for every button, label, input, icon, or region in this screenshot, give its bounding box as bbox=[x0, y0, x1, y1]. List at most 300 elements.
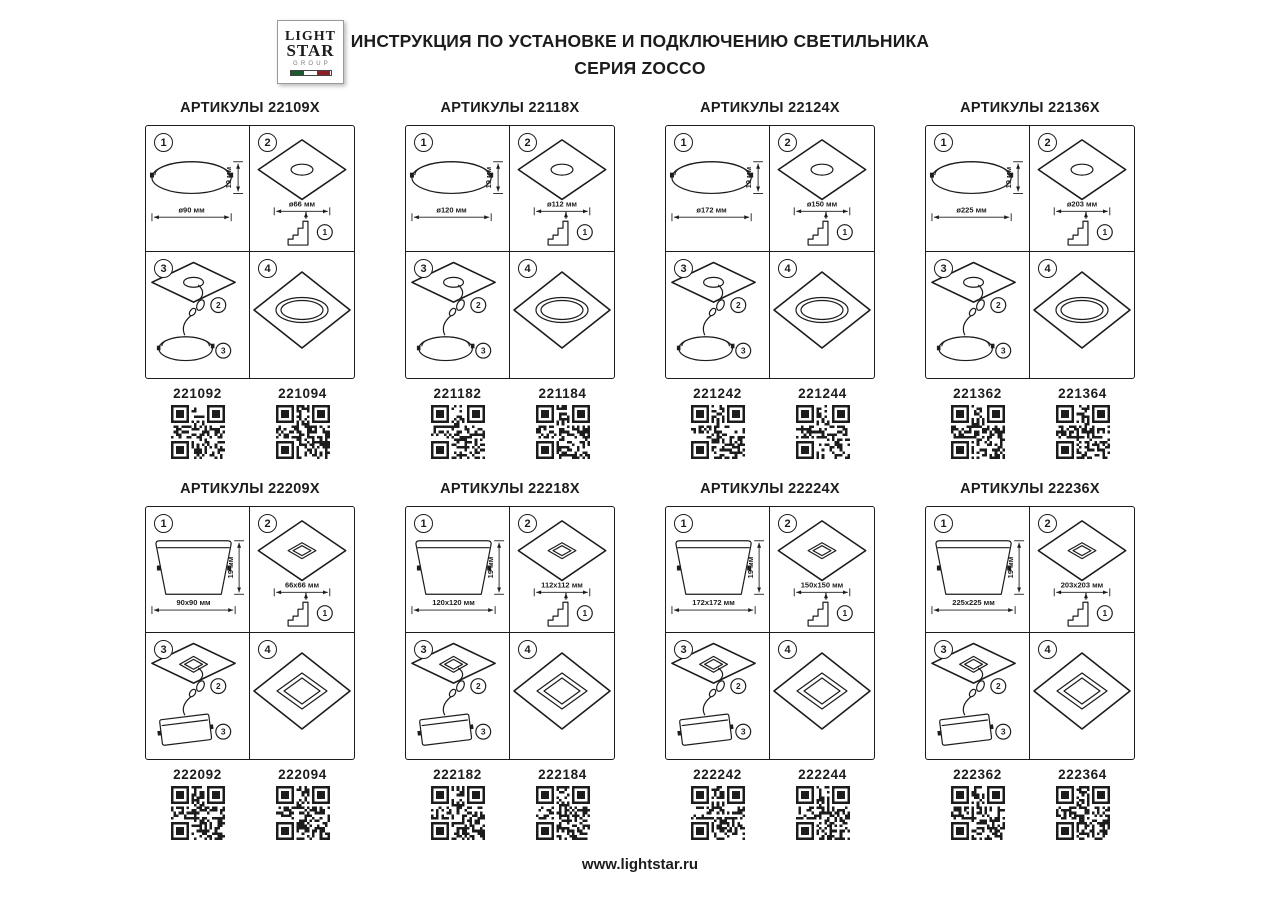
svg-text:66x66 мм: 66x66 мм bbox=[284, 580, 320, 590]
code-column-left bbox=[145, 386, 250, 459]
svg-text:3: 3 bbox=[220, 345, 226, 356]
svg-text:90x90 мм: 90x90 мм bbox=[176, 598, 211, 608]
step-4-badge: 4 bbox=[778, 640, 797, 659]
step-2-cell bbox=[770, 507, 874, 633]
callout-1-badge bbox=[837, 606, 852, 621]
panel-title: АРТИКУЛЫ 22209X bbox=[180, 481, 320, 497]
fixture-cable bbox=[443, 316, 450, 335]
callout-3-badge bbox=[216, 343, 231, 358]
step-profile-icon bbox=[808, 212, 828, 245]
step-2-cell bbox=[250, 507, 354, 633]
step-1-cell bbox=[926, 507, 1030, 633]
callout-3-badge bbox=[476, 724, 491, 739]
ceiling-tile bbox=[514, 653, 610, 729]
square-fixture-drawing bbox=[676, 714, 735, 746]
product-code: 221362 bbox=[953, 386, 1002, 401]
step-1-cell bbox=[666, 507, 770, 633]
qr-code bbox=[276, 786, 330, 840]
square-mounting-hole bbox=[548, 543, 576, 559]
svg-text:ø112 мм: ø112 мм bbox=[547, 199, 577, 209]
step-4-cell bbox=[250, 252, 354, 378]
ceiling-tile bbox=[774, 653, 870, 729]
step-3-cell bbox=[926, 633, 1030, 759]
step-3-cell bbox=[406, 252, 510, 378]
svg-text:1: 1 bbox=[1102, 608, 1108, 619]
square-fixture-drawing bbox=[936, 541, 1011, 594]
product-code: 222092 bbox=[173, 767, 222, 782]
svg-text:19 мм: 19 мм bbox=[1006, 556, 1016, 579]
svg-text:ø172 мм: ø172 мм bbox=[696, 205, 727, 215]
panel-title: АРТИКУЛЫ 22218X bbox=[440, 481, 580, 497]
panel-title: АРТИКУЛЫ 22236X bbox=[960, 481, 1100, 497]
website-link[interactable]: www.lightstar.ru bbox=[581, 856, 699, 873]
svg-text:3: 3 bbox=[480, 726, 486, 737]
qr-code bbox=[171, 405, 225, 459]
step-3-cell bbox=[666, 252, 770, 378]
svg-text:1: 1 bbox=[842, 608, 848, 619]
step-1-badge: 1 bbox=[154, 514, 173, 533]
svg-text:120x120 мм: 120x120 мм bbox=[432, 598, 475, 608]
step-3-cell bbox=[926, 252, 1030, 378]
step-4-badge: 4 bbox=[1038, 640, 1057, 659]
callout-1-badge bbox=[577, 606, 592, 621]
width-dimension bbox=[672, 205, 751, 221]
width-dimension bbox=[672, 598, 755, 614]
plug-connector bbox=[708, 688, 717, 698]
svg-text:225x225 мм: 225x225 мм bbox=[952, 598, 995, 608]
installation-steps-box bbox=[925, 506, 1135, 760]
product-code: 222094 bbox=[278, 767, 327, 782]
step-3-cell bbox=[146, 633, 250, 759]
step-3-cell bbox=[406, 633, 510, 759]
step-4-cell bbox=[770, 633, 874, 759]
step-2-badge: 2 bbox=[778, 133, 797, 152]
product-codes bbox=[405, 386, 615, 459]
round-fixture-drawing bbox=[677, 337, 735, 361]
step-1-cell bbox=[666, 126, 770, 252]
step-4-badge: 4 bbox=[778, 259, 797, 278]
qr-code bbox=[951, 405, 1005, 459]
step-4-cell bbox=[510, 633, 614, 759]
height-dimension bbox=[484, 162, 503, 194]
article-panel bbox=[405, 481, 615, 840]
svg-text:19 мм: 19 мм bbox=[224, 166, 234, 189]
panel-title: АРТИКУЛЫ 22124X bbox=[700, 100, 840, 116]
height-dimension bbox=[226, 541, 244, 594]
callout-2-badge bbox=[991, 679, 1006, 694]
step-4-badge: 4 bbox=[1038, 259, 1057, 278]
callout-1-badge bbox=[1097, 225, 1112, 240]
square-mounting-hole bbox=[288, 543, 316, 559]
article-panel bbox=[665, 481, 875, 840]
panel-title: АРТИКУЛЫ 22118X bbox=[440, 100, 580, 116]
code-column-right bbox=[250, 386, 355, 459]
hole-dimension bbox=[1054, 199, 1110, 215]
step-1-cell bbox=[406, 507, 510, 633]
installation-steps-box bbox=[405, 125, 615, 379]
square-fixture-drawing bbox=[936, 714, 995, 746]
fixture-cable bbox=[443, 697, 450, 715]
round-mounting-hole bbox=[811, 164, 833, 175]
step-profile-icon bbox=[548, 593, 568, 626]
height-dimension bbox=[746, 541, 764, 594]
step-3-badge: 3 bbox=[154, 640, 173, 659]
svg-text:2: 2 bbox=[215, 681, 221, 692]
square-fixture-drawing bbox=[416, 541, 491, 594]
product-code: 221242 bbox=[693, 386, 742, 401]
svg-text:112x112 мм: 112x112 мм bbox=[541, 580, 583, 590]
step-1-cell bbox=[406, 126, 510, 252]
installed-square-fixture bbox=[277, 673, 327, 709]
code-column-left bbox=[665, 386, 770, 459]
flag-red bbox=[317, 71, 330, 75]
installation-steps-box bbox=[925, 125, 1135, 379]
svg-text:ø150 мм: ø150 мм bbox=[806, 199, 838, 209]
svg-text:2: 2 bbox=[995, 681, 1001, 692]
step-2-badge: 2 bbox=[258, 133, 277, 152]
callout-2-badge bbox=[471, 679, 486, 694]
round-mounting-hole bbox=[291, 164, 313, 175]
callout-2-badge bbox=[991, 298, 1006, 313]
article-panel bbox=[145, 100, 355, 459]
round-mounting-hole bbox=[1071, 164, 1093, 175]
installed-round-fixture bbox=[276, 298, 328, 323]
product-code: 221094 bbox=[278, 386, 327, 401]
step-2-cell bbox=[510, 507, 614, 633]
round-mounting-hole bbox=[184, 277, 204, 287]
step-4-cell bbox=[250, 633, 354, 759]
step-2-cell bbox=[770, 126, 874, 252]
installed-round-fixture bbox=[536, 298, 588, 323]
qr-code bbox=[536, 786, 590, 840]
callout-2-badge bbox=[211, 679, 226, 694]
callout-3-badge bbox=[736, 343, 751, 358]
installed-round-fixture bbox=[1056, 298, 1108, 323]
callout-2-badge bbox=[731, 679, 746, 694]
product-code: 221184 bbox=[538, 386, 587, 401]
article-panel bbox=[405, 100, 615, 459]
square-fixture-drawing bbox=[156, 541, 231, 594]
step-profile-icon bbox=[288, 593, 308, 626]
step-4-cell bbox=[1030, 633, 1134, 759]
step-2-badge: 2 bbox=[258, 514, 277, 533]
round-fixture-drawing bbox=[937, 337, 995, 361]
plug-connector bbox=[708, 307, 717, 317]
article-panel bbox=[145, 481, 355, 840]
step-3-cell bbox=[666, 633, 770, 759]
product-codes bbox=[145, 767, 355, 840]
step-3-cell bbox=[146, 252, 250, 378]
code-column-left bbox=[145, 767, 250, 840]
step-2-badge: 2 bbox=[518, 514, 537, 533]
square-mounting-hole bbox=[808, 543, 836, 559]
callout-3-badge bbox=[996, 343, 1011, 358]
svg-text:2: 2 bbox=[735, 681, 741, 692]
flag-white bbox=[304, 71, 317, 75]
plug-connector bbox=[188, 307, 197, 317]
step-3-badge: 3 bbox=[934, 640, 953, 659]
round-fixture-drawing bbox=[417, 337, 475, 361]
code-column-left bbox=[925, 386, 1030, 459]
code-column-left bbox=[405, 386, 510, 459]
height-dimension bbox=[1006, 541, 1024, 594]
square-mounting-hole bbox=[960, 656, 988, 672]
step-2-badge: 2 bbox=[518, 133, 537, 152]
lightstar-logo bbox=[277, 20, 344, 84]
step-profile-icon bbox=[1068, 212, 1088, 245]
square-fixture-drawing bbox=[676, 541, 751, 594]
svg-text:19 мм: 19 мм bbox=[484, 166, 494, 189]
step-3-badge: 3 bbox=[414, 640, 433, 659]
step-4-cell bbox=[770, 252, 874, 378]
qr-code bbox=[276, 405, 330, 459]
step-3-badge: 3 bbox=[674, 640, 693, 659]
callout-1-badge bbox=[577, 225, 592, 240]
step-4-badge: 4 bbox=[518, 640, 537, 659]
code-column-right bbox=[250, 767, 355, 840]
svg-text:1: 1 bbox=[1102, 227, 1108, 238]
product-code: 221244 bbox=[798, 386, 847, 401]
width-dimension bbox=[152, 598, 235, 614]
step-4-cell bbox=[1030, 252, 1134, 378]
svg-text:2: 2 bbox=[995, 300, 1001, 311]
plug-connector bbox=[448, 688, 457, 698]
width-dimension bbox=[932, 205, 1011, 221]
product-codes bbox=[145, 386, 355, 459]
page-title bbox=[0, 0, 1280, 82]
installation-steps-box bbox=[665, 125, 875, 379]
panel-title: АРТИКУЛЫ 22224X bbox=[700, 481, 840, 497]
step-3-badge: 3 bbox=[934, 259, 953, 278]
svg-text:19 мм: 19 мм bbox=[226, 556, 236, 579]
step-3-badge: 3 bbox=[414, 259, 433, 278]
svg-text:2: 2 bbox=[215, 300, 221, 311]
svg-text:1: 1 bbox=[322, 227, 328, 238]
hole-dimension bbox=[274, 199, 330, 215]
step-2-badge: 2 bbox=[778, 514, 797, 533]
width-dimension bbox=[412, 205, 491, 221]
installation-steps-box bbox=[145, 506, 355, 760]
svg-text:3: 3 bbox=[1000, 726, 1006, 737]
fixture-cable bbox=[963, 316, 970, 335]
step-1-badge: 1 bbox=[674, 133, 693, 152]
step-profile-icon bbox=[288, 212, 308, 245]
plug-connector bbox=[448, 307, 457, 317]
logo-text-group: GROUP bbox=[292, 61, 331, 68]
product-code: 222184 bbox=[538, 767, 587, 782]
callout-1-badge bbox=[317, 225, 332, 240]
step-1-badge: 1 bbox=[674, 514, 693, 533]
svg-text:3: 3 bbox=[1000, 345, 1006, 356]
step-4-cell bbox=[510, 252, 614, 378]
svg-text:ø225 мм: ø225 мм bbox=[956, 205, 987, 215]
panel-title: АРТИКУЛЫ 22136X bbox=[960, 100, 1100, 116]
article-panel bbox=[925, 481, 1135, 840]
svg-text:3: 3 bbox=[740, 726, 746, 737]
code-column-right bbox=[510, 386, 615, 459]
step-1-badge: 1 bbox=[414, 133, 433, 152]
height-dimension bbox=[744, 162, 763, 194]
callout-2-badge bbox=[731, 298, 746, 313]
step-1-badge: 1 bbox=[934, 514, 953, 533]
step-2-badge: 2 bbox=[1038, 514, 1057, 533]
qr-code bbox=[536, 405, 590, 459]
width-dimension bbox=[932, 598, 1015, 614]
qr-code bbox=[1056, 405, 1110, 459]
square-mounting-hole bbox=[440, 656, 468, 672]
width-dimension bbox=[412, 598, 495, 614]
svg-text:ø120 мм: ø120 мм bbox=[436, 205, 467, 215]
code-column-right bbox=[1030, 386, 1135, 459]
code-column-left bbox=[665, 767, 770, 840]
svg-text:ø203 мм: ø203 мм bbox=[1066, 199, 1098, 209]
installed-square-fixture bbox=[537, 673, 587, 709]
svg-text:2: 2 bbox=[475, 300, 481, 311]
installation-steps-box bbox=[405, 506, 615, 760]
fixture-cable bbox=[703, 697, 710, 715]
square-mounting-hole bbox=[180, 656, 208, 672]
svg-text:ø66 мм: ø66 мм bbox=[288, 199, 316, 209]
product-code: 222244 bbox=[798, 767, 847, 782]
article-panel bbox=[925, 100, 1135, 459]
qr-code bbox=[691, 405, 745, 459]
callout-2-badge bbox=[471, 298, 486, 313]
product-code: 222182 bbox=[433, 767, 482, 782]
ceiling-tile bbox=[254, 272, 350, 348]
title-line-2: СЕРИЯ ZOCCO bbox=[574, 58, 706, 79]
height-dimension bbox=[486, 541, 504, 594]
title-line-1: ИНСТРУКЦИЯ ПО УСТАНОВКЕ И ПОДКЛЮЧЕНИЮ СВЕТИЛЬНИКА bbox=[350, 31, 930, 51]
flag-green bbox=[291, 71, 304, 75]
step-1-cell bbox=[146, 507, 250, 633]
step-1-cell bbox=[926, 126, 1030, 252]
panel-title: АРТИКУЛЫ 22109X bbox=[180, 100, 320, 116]
ceiling-tile bbox=[1034, 272, 1130, 348]
svg-text:19 мм: 19 мм bbox=[746, 556, 756, 579]
round-mounting-hole bbox=[551, 164, 573, 175]
svg-text:19 мм: 19 мм bbox=[1004, 166, 1014, 189]
qr-code bbox=[691, 786, 745, 840]
step-profile-icon bbox=[808, 593, 828, 626]
fixture-cable bbox=[963, 697, 970, 715]
callout-1-badge bbox=[837, 225, 852, 240]
callout-3-badge bbox=[996, 724, 1011, 739]
hole-dimension bbox=[534, 199, 590, 215]
svg-text:203x203 мм: 203x203 мм bbox=[1060, 580, 1104, 590]
step-4-badge: 4 bbox=[518, 259, 537, 278]
header bbox=[0, 0, 1280, 96]
plug-connector bbox=[968, 688, 977, 698]
product-codes bbox=[405, 767, 615, 840]
step-3-badge: 3 bbox=[154, 259, 173, 278]
qr-code bbox=[1056, 786, 1110, 840]
step-4-badge: 4 bbox=[258, 640, 277, 659]
step-2-cell bbox=[1030, 507, 1134, 633]
installed-round-fixture bbox=[796, 298, 848, 323]
product-codes bbox=[665, 767, 875, 840]
qr-code bbox=[431, 786, 485, 840]
round-mounting-hole bbox=[444, 277, 464, 287]
width-dimension bbox=[152, 205, 231, 221]
step-1-badge: 1 bbox=[934, 133, 953, 152]
callout-3-badge bbox=[216, 724, 231, 739]
step-4-badge: 4 bbox=[258, 259, 277, 278]
article-panel bbox=[665, 100, 875, 459]
round-fixture-drawing bbox=[410, 162, 493, 194]
svg-text:3: 3 bbox=[480, 345, 486, 356]
code-column-left bbox=[925, 767, 1030, 840]
qr-code bbox=[171, 786, 225, 840]
qr-code bbox=[796, 786, 850, 840]
step-1-badge: 1 bbox=[414, 514, 433, 533]
fixture-cable bbox=[703, 316, 710, 335]
product-code: 221182 bbox=[433, 386, 482, 401]
code-column-right bbox=[770, 767, 875, 840]
step-1-cell bbox=[146, 126, 250, 252]
round-mounting-hole bbox=[704, 277, 724, 287]
product-codes bbox=[925, 767, 1135, 840]
callout-1-badge bbox=[317, 606, 332, 621]
ceiling-tile bbox=[774, 272, 870, 348]
product-code: 222362 bbox=[953, 767, 1002, 782]
svg-text:1: 1 bbox=[322, 608, 328, 619]
fixture-cable bbox=[183, 697, 190, 715]
svg-text:19 мм: 19 мм bbox=[744, 166, 754, 189]
hole-dimension bbox=[274, 580, 330, 596]
svg-text:1: 1 bbox=[582, 227, 588, 238]
step-3-badge: 3 bbox=[674, 259, 693, 278]
qr-code bbox=[796, 405, 850, 459]
square-mounting-hole bbox=[700, 656, 728, 672]
callout-1-badge bbox=[1097, 606, 1112, 621]
qr-code bbox=[951, 786, 1005, 840]
plug-connector bbox=[968, 307, 977, 317]
code-column-right bbox=[510, 767, 615, 840]
code-column-right bbox=[1030, 767, 1135, 840]
hole-dimension bbox=[794, 199, 850, 215]
svg-text:2: 2 bbox=[735, 300, 741, 311]
product-codes bbox=[665, 386, 875, 459]
installed-square-fixture bbox=[797, 673, 847, 709]
height-dimension bbox=[224, 162, 243, 194]
code-column-right bbox=[770, 386, 875, 459]
panels-grid bbox=[0, 100, 1280, 840]
square-fixture-drawing bbox=[156, 714, 215, 746]
callout-3-badge bbox=[736, 724, 751, 739]
round-fixture-drawing bbox=[930, 162, 1013, 194]
product-code: 221364 bbox=[1058, 386, 1107, 401]
ceiling-tile bbox=[254, 653, 350, 729]
svg-text:1: 1 bbox=[842, 227, 848, 238]
code-column-left bbox=[405, 767, 510, 840]
step-1-badge: 1 bbox=[154, 133, 173, 152]
square-mounting-hole bbox=[1068, 543, 1096, 559]
hole-dimension bbox=[1054, 580, 1110, 596]
product-codes bbox=[925, 386, 1135, 459]
callout-2-badge bbox=[211, 298, 226, 313]
step-2-cell bbox=[1030, 126, 1134, 252]
logo-flag-bar bbox=[290, 70, 332, 76]
logo-text-light: LIGHT bbox=[285, 28, 336, 44]
logo-text-star: STAR bbox=[286, 41, 335, 61]
step-2-badge: 2 bbox=[1038, 133, 1057, 152]
ceiling-tile bbox=[514, 272, 610, 348]
svg-text:2: 2 bbox=[475, 681, 481, 692]
ceiling-tile bbox=[1034, 653, 1130, 729]
svg-text:ø90 мм: ø90 мм bbox=[178, 205, 205, 215]
svg-text:19 мм: 19 мм bbox=[486, 556, 496, 579]
round-fixture-drawing bbox=[150, 162, 233, 194]
